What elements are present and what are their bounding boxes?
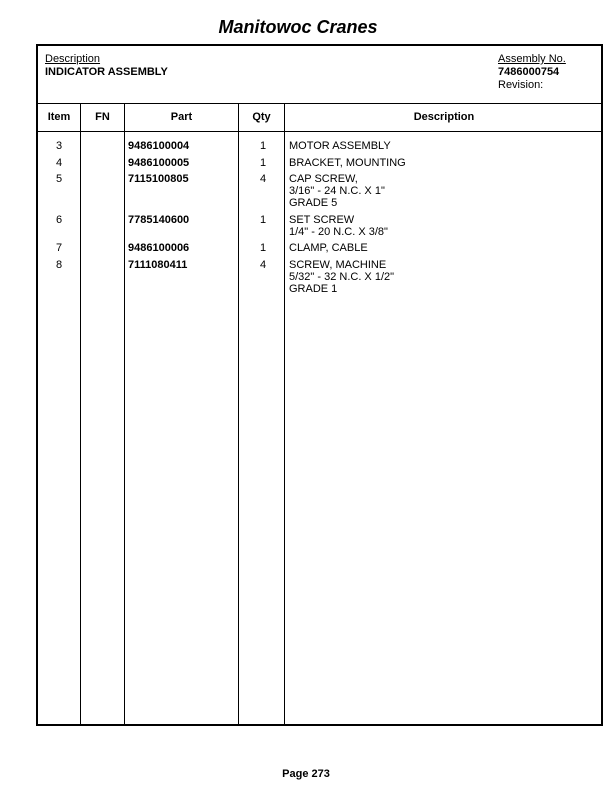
page-number: Page 273 [282,768,330,780]
column-divider [80,103,81,724]
part-description [289,140,391,152]
item-number: 4 [55,157,63,169]
column-header-fn: FN [95,111,110,123]
item-number: 7 [55,242,63,254]
quantity: 1 [259,157,267,169]
description-line: 5/32" - 32 N.C. X 1/2" [289,271,395,283]
description-line: GRADE 5 [289,197,338,209]
item-number: 3 [55,140,63,152]
part-number: 9486100004 [128,140,190,152]
quantity: 1 [259,242,267,254]
part-description [289,157,406,169]
description-line: MOTOR ASSEMBLY [289,140,391,152]
page-title: Manitowoc Cranes [218,17,378,37]
part-number: 7785140600 [128,214,190,226]
part-number: 7111080411 [128,259,188,271]
description-line: GRADE 1 [289,283,338,295]
part-description [289,173,385,209]
assembly-description: INDICATOR ASSEMBLY [45,66,168,78]
description-line: 1/4" - 20 N.C. X 3/8" [289,226,388,238]
part-number: 7115100805 [128,173,189,185]
quantity: 4 [259,259,267,271]
column-header-item: Item [47,111,71,123]
quantity: 1 [259,140,267,152]
part-description [289,259,394,295]
description-line: SET SCREW [289,214,355,226]
column-divider [284,103,285,724]
parts-list-frame [36,44,603,726]
assembly-number: 7486000754 [498,66,560,78]
column-header-qty: Qty [252,111,271,123]
column-header-description: Description [413,111,475,123]
item-number: 5 [55,173,63,185]
quantity: 4 [259,173,267,185]
description-label: Description [45,53,101,65]
assembly-description-block [45,53,168,79]
item-number: 6 [55,214,63,226]
part-number: 9486100006 [128,242,190,254]
column-header-part: Part [170,111,193,123]
part-description [289,214,388,238]
revision-label: Revision: [498,79,544,91]
description-line: BRACKET, MOUNTING [289,157,406,169]
item-number: 8 [55,259,63,271]
assembly-number-label: Assembly No. [498,53,566,65]
column-header-divider [38,131,601,132]
quantity: 1 [259,214,267,226]
description-line: SCREW, MACHINE [289,259,387,271]
assembly-number-block [498,53,566,92]
part-number: 9486100005 [128,157,190,169]
description-line: CLAMP, CABLE [289,242,368,254]
column-divider [124,103,125,724]
description-line: CAP SCREW, [289,173,358,185]
column-divider [238,103,239,724]
header-divider [38,103,601,104]
description-line: 3/16" - 24 N.C. X 1" [289,185,385,197]
part-description [289,242,368,254]
